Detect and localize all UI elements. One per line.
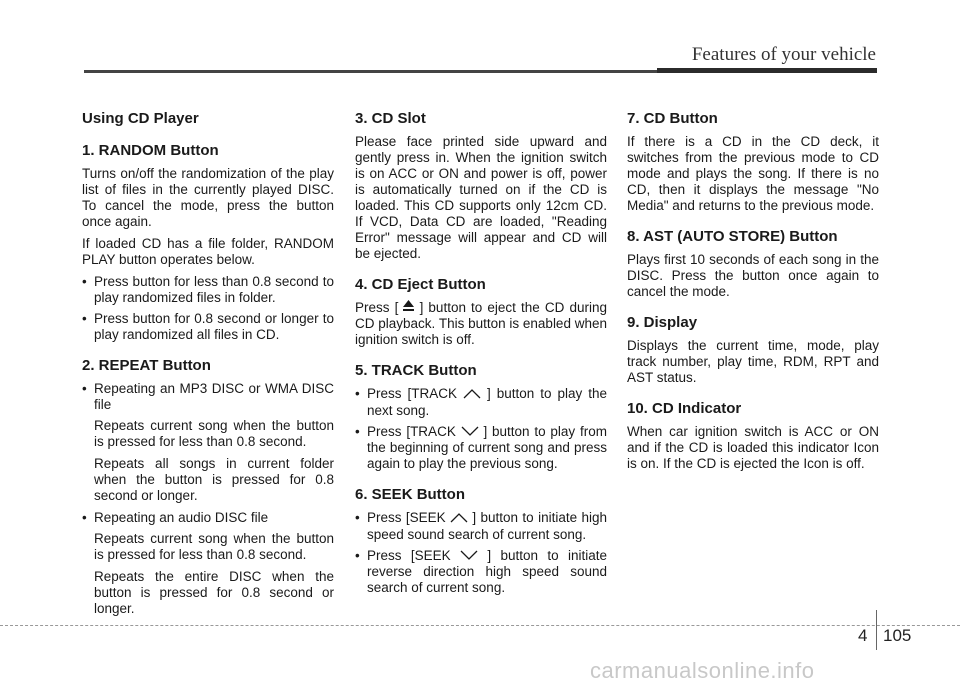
heading-cd-eject: 4. CD Eject Button (355, 276, 486, 293)
paragraph: If loaded CD has a file folder, RANDOM PLAY button operates below. (82, 236, 334, 267)
section-display (627, 314, 879, 386)
heading-repeat: 2. REPEAT Button (82, 357, 211, 374)
text-fragment: ] button to initiate high speed sound search of current song. (367, 510, 607, 542)
list-item: • Repeating an MP3 DISC or WMA DISC file (82, 381, 334, 413)
list-item: • Press button for 0.8 second or longer to play randomized all files in CD. (82, 311, 334, 343)
section-title: Using CD Player (82, 110, 199, 127)
column-3 (627, 110, 879, 486)
sub-paragraph: Repeats all songs in current folder when the button is pressed for 0.8 second or longer. (94, 456, 334, 503)
chapter-number: 4 (858, 626, 868, 645)
text-fragment: Press [SEEK (367, 510, 446, 526)
section-random (82, 142, 334, 343)
bullet-list (82, 274, 334, 343)
text-fragment: Press [ (355, 300, 399, 315)
section-cd-slot (355, 110, 607, 262)
text-fragment: ] button to play from the beginning of current song and press again to play the previous song. (367, 423, 607, 472)
text-fragment: Press [TRACK (367, 386, 457, 402)
heading-track: 5. TRACK Button (355, 362, 477, 380)
section-track (355, 362, 607, 472)
column-2 (355, 110, 607, 610)
text-fragment: ] button to play the next song. (367, 386, 607, 418)
text-fragment: Press [TRACK (367, 423, 456, 439)
heading-cd-button: 7. CD Button (627, 110, 718, 127)
paragraph: Please face printed side upward and gently press in. When the ignition switch is on ACC or ON and power is off, power is automatically turned on if the CD is loaded. This CD supports only 12cm CD. If VCD, Data CD are loaded, "Reading Error" message will appear and CD will be ejected. (355, 134, 607, 261)
watermark: carmanualsonline.info (590, 658, 815, 683)
header-title: Features of your vehicle (691, 44, 876, 65)
list-item: • Repeating an audio DISC file (82, 510, 334, 526)
chevron-down-icon (461, 424, 479, 440)
section-ast-button (627, 228, 879, 300)
heading-cd-slot: 3. CD Slot (355, 110, 426, 127)
heading-display: 9. Display (627, 314, 698, 331)
paragraph: When car ignition switch is ACC or ON and if the CD is loaded this indicator Icon is on. If the CD is ejected the Icon is off. (627, 424, 879, 471)
heading-random: 1. RANDOM Button (82, 142, 219, 159)
paragraph: Turns on/off the randomization of the play list of files in the currently played DISC. To cancel the mode, press the button once again. (82, 166, 334, 229)
chevron-down-icon (460, 548, 478, 564)
paragraph (355, 300, 607, 348)
bullet-list (355, 510, 607, 596)
section-repeat (82, 357, 334, 617)
sub-paragraph: Repeats the entire DISC when the button is pressed for 0.8 second or longer. (94, 569, 334, 616)
bullet-list (82, 381, 334, 413)
list-item (355, 424, 607, 472)
paragraph: Displays the current time, mode, play track number, play time, RDM, RPT and AST status. (627, 338, 879, 385)
page-number: 105 (883, 626, 912, 645)
section-cd-eject (355, 276, 607, 348)
column-1 (82, 110, 334, 631)
paragraph: Plays first 10 seconds of each song in the DISC. Press the button once again to cancel the mode. (627, 252, 879, 299)
chevron-up-icon (463, 387, 481, 403)
text-fragment: ] button to eject the CD during CD playback. This button is enabled when ignition switch is off. (355, 300, 607, 348)
bullet-list (82, 510, 334, 526)
chevron-up-icon (450, 511, 468, 527)
section-seek (355, 486, 607, 596)
text-fragment: ] button to initiate reverse direction high speed sound search of current song. (367, 547, 607, 596)
text-fragment: Press [SEEK (367, 547, 451, 563)
eject-icon (403, 300, 414, 316)
header-divider (84, 70, 877, 73)
heading-seek: 6. SEEK Button (355, 486, 466, 504)
heading-cd-indicator: 10. CD Indicator (627, 400, 742, 417)
sub-paragraph: Repeats current song when the button is pressed for less than 0.8 second. (94, 418, 334, 449)
heading-ast-button: 8. AST (AUTO STORE) Button (627, 228, 838, 245)
paragraph: If there is a CD in the CD deck, it switches from the previous mode to CD mode and plays the song. If there is no CD, then it displays the message "No Media" and returns to the previous mode. (627, 134, 879, 213)
list-item (355, 386, 607, 418)
footer-divider (0, 625, 960, 626)
list-item (355, 548, 607, 596)
section-cd-indicator (627, 400, 879, 472)
section-cd-button (627, 110, 879, 214)
page-number-separator (876, 610, 877, 650)
list-item: • Press button for less than 0.8 second to play randomized files in folder. (82, 274, 334, 306)
sub-paragraph: Repeats current song when the button is pressed for less than 0.8 second. (94, 531, 334, 562)
bullet-list (355, 386, 607, 472)
list-item (355, 510, 607, 542)
